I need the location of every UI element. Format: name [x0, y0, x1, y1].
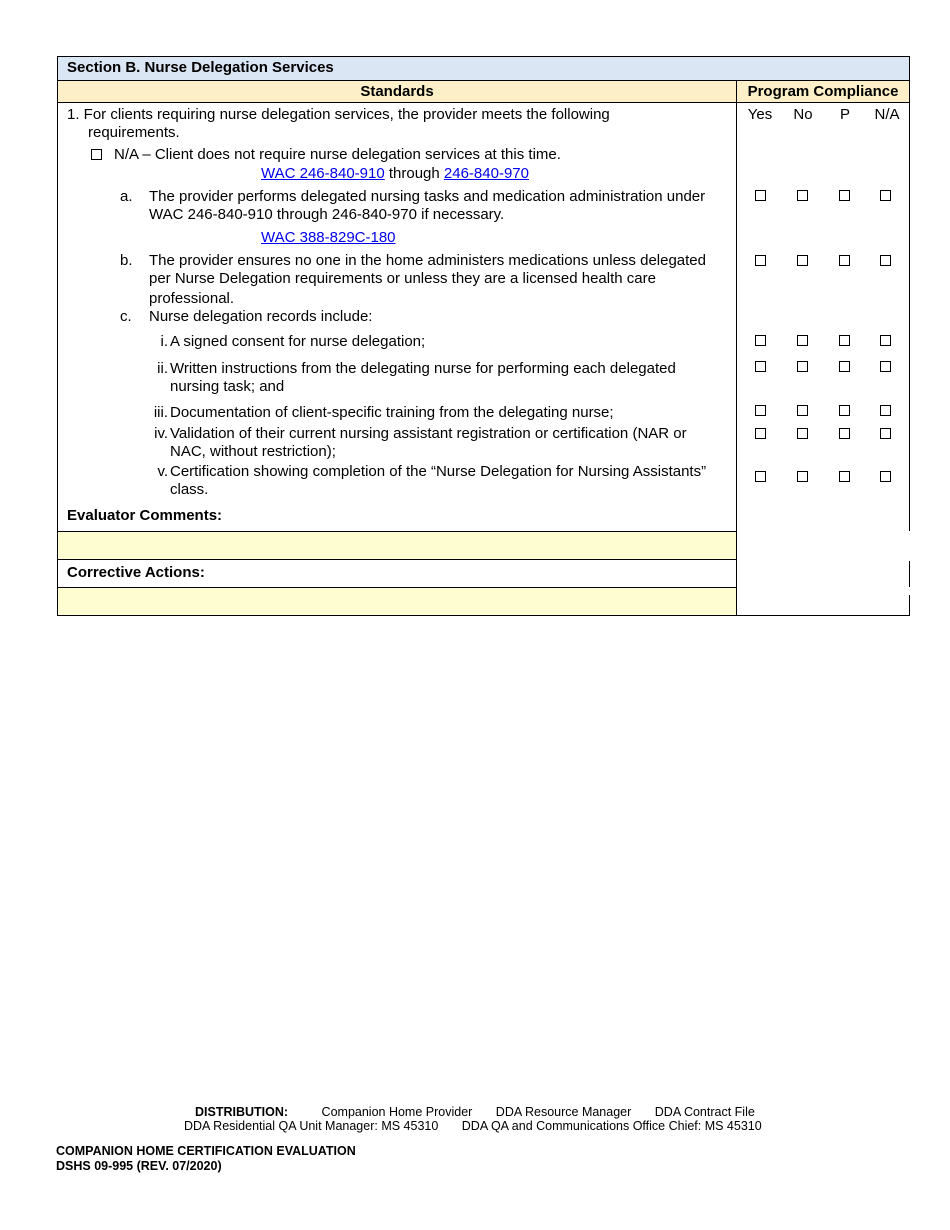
nurse-delegation-form [57, 56, 910, 616]
item-c-v-line2: class. [170, 481, 209, 498]
checkbox-a-no[interactable] [797, 190, 808, 201]
item-b-line1: The provider ensures no one in the home administers medications unless delegated [149, 252, 706, 269]
evaluator-comments-field[interactable] [58, 532, 736, 559]
item-a-line2: WAC 246-840-910 through 246-840-970 if necessary. [149, 206, 505, 223]
checkbox-c-v-no[interactable] [797, 471, 808, 482]
dist-dda-qa-communications: DDA QA and Communications Office Chief: MS 45310 [461, 1119, 762, 1133]
checkbox-c-ii-yes[interactable] [755, 361, 766, 372]
form-title: COMPANION HOME CERTIFICATION EVALUATION [56, 1144, 356, 1158]
border-gap [907, 587, 910, 595]
item-c-ii-line2: nursing task; and [170, 378, 285, 395]
compliance-na-label: N/A [874, 106, 900, 123]
checkbox-c-iii-na[interactable] [880, 405, 891, 416]
item-b-marker: b. [120, 252, 133, 269]
checkbox-c-i-yes[interactable] [755, 335, 766, 346]
corrective-actions-field[interactable] [58, 588, 736, 615]
compliance-no-label: No [793, 106, 813, 123]
distribution-line-2 [184, 1119, 762, 1133]
item-c-iv-line1: Validation of their current nursing assistant registration or certification (NAR or [170, 425, 687, 442]
evaluator-comments-label: Evaluator Comments: [67, 507, 223, 524]
na-text: N/A – Client does not require nurse delegation services at this time. [114, 146, 561, 163]
item-c-marker: c. [120, 308, 132, 325]
standards-header: Standards [58, 81, 736, 103]
compliance-p-label: P [839, 106, 850, 123]
item1-reference [261, 165, 529, 183]
item-c-iv-line2: NAC, without restriction); [170, 443, 336, 460]
checkbox-c-i-na[interactable] [880, 335, 891, 346]
dist-companion-home-provider: Companion Home Provider [321, 1105, 473, 1119]
checkbox-b-p[interactable] [839, 255, 850, 266]
checkbox-c-i-no[interactable] [797, 335, 808, 346]
checkbox-c-iv-no[interactable] [797, 428, 808, 439]
item-c-iii-line1: Documentation of client-specific training from the delegating nurse; [170, 404, 614, 421]
divider [58, 559, 736, 560]
item-a-marker: a. [120, 188, 133, 205]
wac-246-840-970-link[interactable]: 246-840-970 [443, 165, 529, 182]
distribution-line-1 [195, 1105, 755, 1119]
item-a-line1: The provider performs delegated nursing tasks and medication administration under [149, 188, 706, 205]
item-c-v-line1: Certification showing completion of the “Nurse Delegation for Nursing Assistants” [170, 463, 707, 480]
checkbox-b-yes[interactable] [755, 255, 766, 266]
checkbox-c-iv-na[interactable] [880, 428, 891, 439]
checkbox-c-ii-no[interactable] [797, 361, 808, 372]
checkbox-c-v-yes[interactable] [755, 471, 766, 482]
item-c-iii-marker: iii. [153, 404, 168, 421]
checkbox-c-ii-p[interactable] [839, 361, 850, 372]
checkbox-b-no[interactable] [797, 255, 808, 266]
item-b-line2: per Nurse Delegation requirements or unless they are a licensed health care [149, 270, 656, 287]
ref-through-text: through [388, 165, 440, 182]
checkbox-b-na[interactable] [880, 255, 891, 266]
checkbox-c-v-na[interactable] [880, 471, 891, 482]
item-b-line3: professional. [149, 290, 235, 307]
checkbox-a-yes[interactable] [755, 190, 766, 201]
checkbox-c-i-p[interactable] [839, 335, 850, 346]
checkbox-c-iii-no[interactable] [797, 405, 808, 416]
item-c-iv-marker: iv. [154, 425, 168, 442]
form-number: DSHS 09-995 (REV. 07/2020) [56, 1159, 222, 1173]
item-c-i-marker: i. [160, 333, 168, 350]
checkbox-c-iv-yes[interactable] [755, 428, 766, 439]
dist-dda-contract-file: DDA Contract File [654, 1105, 755, 1119]
checkbox-a-na[interactable] [880, 190, 891, 201]
wac-388-829c-180-link[interactable]: WAC 388-829C-180 [261, 229, 396, 246]
section-title: Section B. Nurse Delegation Services [58, 57, 909, 81]
na-checkbox[interactable] [91, 149, 102, 160]
checkbox-c-iii-yes[interactable] [755, 405, 766, 416]
compliance-header: Program Compliance [737, 81, 909, 103]
column-divider [736, 81, 737, 615]
wac-246-840-910-link[interactable]: WAC 246-840-910 [261, 165, 385, 182]
checkbox-c-iii-p[interactable] [839, 405, 850, 416]
item-a-reference [261, 229, 396, 247]
item-c-v-marker: v. [157, 463, 168, 480]
distribution-label: DISTRIBUTION: [195, 1105, 289, 1119]
corrective-actions-label: Corrective Actions: [67, 564, 205, 581]
border-gap [907, 531, 910, 561]
checkbox-c-ii-na[interactable] [880, 361, 891, 372]
item1-line1: 1. For clients requiring nurse delegation services, the provider meets the following [67, 106, 610, 123]
item-c-text: Nurse delegation records include: [149, 308, 373, 325]
dist-dda-residential-qa: DDA Residential QA Unit Manager: MS 45310 [184, 1119, 439, 1133]
item-c-i-line1: A signed consent for nurse delegation; [170, 333, 426, 350]
checkbox-c-iv-p[interactable] [839, 428, 850, 439]
checkbox-c-v-p[interactable] [839, 471, 850, 482]
item1-line2: requirements. [88, 124, 180, 141]
dist-dda-resource-manager: DDA Resource Manager [495, 1105, 632, 1119]
item-c-ii-line1: Written instructions from the delegating nurse for performing each delegated [170, 360, 676, 377]
compliance-yes-label: Yes [747, 106, 773, 123]
checkbox-a-p[interactable] [839, 190, 850, 201]
item-c-ii-marker: ii. [157, 360, 168, 377]
